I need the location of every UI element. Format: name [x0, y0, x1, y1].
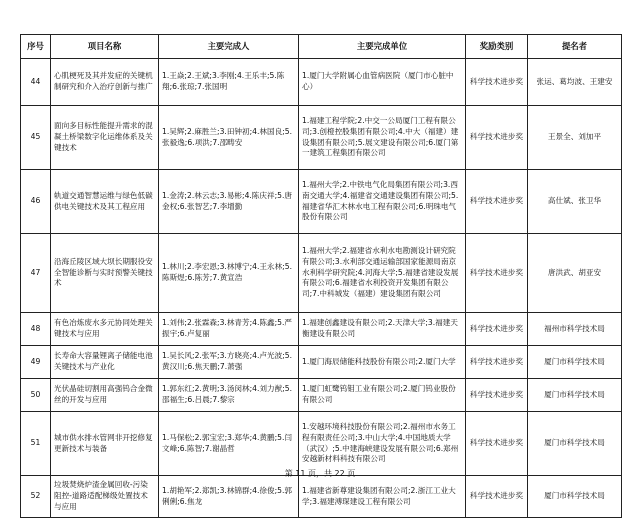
row-no: 44 [21, 59, 51, 106]
row-no: 52 [21, 476, 51, 518]
row-project-name: 沿海丘陵区域大坝长期服役安全智能诊断与实时预警关键技术 [51, 234, 159, 313]
table-row [21, 412, 622, 476]
row-nominator: 张运、葛均波、王建安 [528, 59, 622, 106]
row-nominator: 福州市科学技术局 [528, 313, 622, 346]
row-no: 48 [21, 313, 51, 346]
row-category: 科学技术进步奖 [466, 313, 528, 346]
row-persons: 1.刘伟;2.张霖森;3.林青芳;4.陈鑫;5.严振宇;6.卢复丽 [159, 313, 299, 346]
row-nominator: 高仕斌、张卫华 [528, 170, 622, 234]
row-category: 科学技术进步奖 [466, 59, 528, 106]
row-project-name: 心肌梗死及其并发症的关键机制研究和介入治疗创新与推广 [51, 59, 159, 106]
row-units: 1.福建省新尊建设集团有限公司;2.浙江工业大学;3.福建溥琛建设工程有限公司 [299, 476, 466, 518]
row-project-name: 轨道交通智慧运维与绿色低碳供电关键技术及其工程应用 [51, 170, 159, 234]
row-no: 50 [21, 379, 51, 412]
table-row [21, 234, 622, 313]
row-category: 科学技术进步奖 [466, 106, 528, 170]
row-persons: 1.王焱;2.王斌;3.李刚;4.王乐丰;5.陈翔;6.张琼;7.张国明 [159, 59, 299, 106]
table-row [21, 106, 622, 170]
row-units: 1.福州大学;2.福建省水利水电勘测设计研究院有限公司;3.水利部交通运输部国家能源局南京水利科学研究院;4.河海大学;5.福建省建设发展有限公司;6.福建省水利投资开发集团有限公司;7.中科城发（福建）建设集团有限公司 [299, 234, 466, 313]
row-units: 1.安越环境科技股份有限公司;2.福州市水务工程有限责任公司;3.中山大学;4.中国地质大学（武汉）;5.中建海峡建设发展有限公司;6.郑州安越新材料科技有限公司 [299, 412, 466, 476]
row-persons: 1.林川;2.李宏恩;3.林博宁;4.王永林;5.陈斯煜;6.陈芳;7.黄宣浩 [159, 234, 299, 313]
row-project-name: 城市供水排水管网非开挖修复更新技术与装备 [51, 412, 159, 476]
header-persons: 主要完成人 [159, 35, 299, 59]
page-footer: 第 11 页，共 22 页 [284, 469, 356, 478]
row-category: 科学技术进步奖 [466, 170, 528, 234]
table-row [21, 476, 622, 518]
row-category: 科学技术进步奖 [466, 379, 528, 412]
row-units: 1.福建创鑫建设有限公司;2.天津大学;3.福建天衡建设有限公司 [299, 313, 466, 346]
row-nominator: 厦门市科学技术局 [528, 476, 622, 518]
row-nominator: 厦门市科学技术局 [528, 346, 622, 379]
table-row [21, 346, 622, 379]
row-nominator: 厦门市科学技术局 [528, 412, 622, 476]
row-no: 49 [21, 346, 51, 379]
row-persons: 1.胡艳军;2.郑凯;3.林锦群;4.徐俊;5.郭俐俐;6.焦龙 [159, 476, 299, 518]
row-persons: 1.马保松;2.郭宝宏;3.郑华;4.黄鹏;5.闫文峰;6.陈智;7.谢晶哲 [159, 412, 299, 476]
row-project-name: 长寿命大容量锂离子储能电池关键技术与产业化 [51, 346, 159, 379]
row-nominator: 唐洪武、胡亚安 [528, 234, 622, 313]
row-nominator: 厦门市科学技术局 [528, 379, 622, 412]
row-units: 1.厦门虹鹭钨钼工业有限公司;2.厦门钨业股份有限公司 [299, 379, 466, 412]
table-row [21, 170, 622, 234]
header-no: 序号 [21, 35, 51, 59]
row-category: 科学技术进步奖 [466, 412, 528, 476]
row-nominator: 王景全、刘加平 [528, 106, 622, 170]
row-units: 1.厦门大学附属心血管病医院（厦门市心脏中心） [299, 59, 466, 106]
row-persons: 1.郭东红;2.黄明;3.汤闵林;4.刘力猷;5.邵福生;6.吕晨;7.黎宗 [159, 379, 299, 412]
row-persons: 1.金涛;2.林云志;3.易彬;4.陈庆祥;5.唐金权;6.张智艺;7.李增勤 [159, 170, 299, 234]
row-project-name: 光伏晶硅切割用高强钨合金微丝的开发与应用 [51, 379, 159, 412]
row-no: 45 [21, 106, 51, 170]
row-units: 1.厦门海辰储能科技股份有限公司;2.厦门大学 [299, 346, 466, 379]
row-persons: 1.吴长风;2.张军;3.方晓亮;4.卢光波;5.黄汉川;6.焦天鹏;7.萧强 [159, 346, 299, 379]
row-project-name: 有色冶炼废水多元协同处理关键技术与应用 [51, 313, 159, 346]
awards-table [20, 34, 622, 518]
header-nominator: 提名者 [528, 35, 622, 59]
header-project-name: 项目名称 [51, 35, 159, 59]
row-project-name: 垃圾焚烧炉渣金属回收-污染阻控-道路适配梯级处置技术与应用 [51, 476, 159, 518]
row-persons: 1.吴辉;2.麻胜兰;3.田钟初;4.林国良;5.张毅逸;6.项洪;7.邵畴安 [159, 106, 299, 170]
row-category: 科学技术进步奖 [466, 476, 528, 518]
row-category: 科学技术进步奖 [466, 234, 528, 313]
row-project-name: 面向多目标性能提升需求的混凝土桥梁数字化运维体系及关键技术 [51, 106, 159, 170]
row-no: 51 [21, 412, 51, 476]
row-units: 1.福州大学;2.中铁电气化局集团有限公司;3.西南交通大学;4.福建省交通建设集团有限公司;5.福建省华汇木林水电工程有限公司;6.明珠电气股份有限公司 [299, 170, 466, 234]
table-row [21, 313, 622, 346]
row-category: 科学技术进步奖 [466, 346, 528, 379]
row-no: 46 [21, 170, 51, 234]
header-category: 奖励类别 [466, 35, 528, 59]
table-header-row [21, 35, 622, 59]
row-no: 47 [21, 234, 51, 313]
header-units: 主要完成单位 [299, 35, 466, 59]
table-row [21, 59, 622, 106]
table-row [21, 379, 622, 412]
row-units: 1.福建工程学院;2.中交一公局厦门工程有限公司;3.创橙控股集团有限公司;4.中大（福建）建设集团有限公司;5.展文建设有限公司;6.厦门第一建筑工程集团有限公司 [299, 106, 466, 170]
